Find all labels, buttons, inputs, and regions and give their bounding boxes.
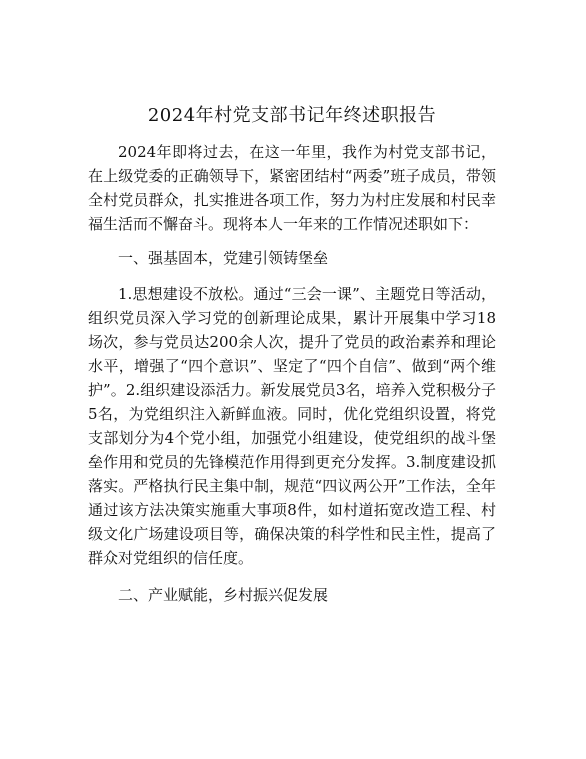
document-title: 2024年村党支部书记年终述职报告 bbox=[147, 105, 437, 126]
section-heading-1: 一、强基固本，党建引领铸堡垒 bbox=[118, 249, 329, 267]
intro-paragraph: 2024年即将过去，在这一年里，我作为村党支部书记，在上级党委的正确领导下，紧密团结村“两委”班子成员，带领全村党员群众，扎实推进各项工作，努力为村庄发展和村民幸福生活而不懈奋斗。现将本人一年来的工作情况述职如下： bbox=[88, 143, 496, 233]
section-heading-2: 二、产业赋能，乡村振兴促发展 bbox=[118, 586, 329, 604]
section-1-body: 1.思想建设不放松。通过“三会一课”、主题党日等活动，组织党员深入学习党的创新理论成果，累计开展集中学习18场次，参与党员达200余人次，提升了党员的政治素养和理论水平，增强了“四个意识”、坚定了“四个自信”、做到“两个维护”。2.组织建设添活力。新发展党员3名，培养入党积极分子5名，为党组织注入新鲜血液。同时，优化党组织设置，将党支部划分为4个党小组，加强党小组建设，使党组织的战斗堡垒作用和党员的先锋模范作用得到更充分发挥。3.制度建设抓落实。严格执行民主集中制，规范“四议两公开”工作法，全年通过该方法决策实施重大事项8件，如村道拓宽改造工程、村级文化广场建设项目等，确保决策的科学性和民主性，提高了群众对党组织的信任度。 bbox=[88, 285, 496, 567]
